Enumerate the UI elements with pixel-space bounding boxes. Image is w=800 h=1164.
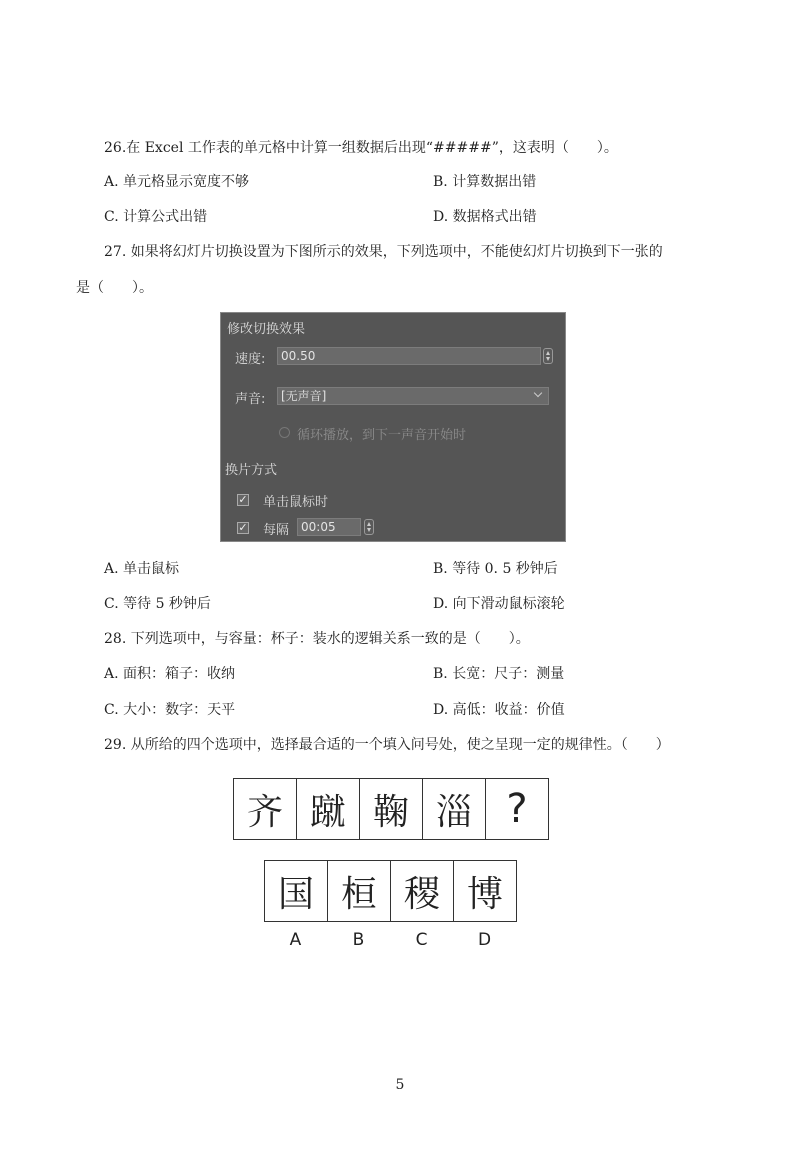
q27-option-b: B. 等待 0. 5 秒钟后 [433, 561, 558, 577]
every-spinner-icon[interactable] [364, 519, 374, 535]
choice-cell-c: 稷 [390, 860, 454, 922]
q27-stem-line1: 27. 如果将幻灯片切换设置为下图所示的效果，下列选项中，不能使幻灯片切换到下一张的 [104, 244, 663, 260]
choice-letter: A [289, 930, 302, 950]
sequence-cell: 齐 [233, 778, 297, 840]
speed-label: 速度: [235, 352, 266, 367]
choice-letters [264, 930, 516, 950]
q28-option-c: C. 大小：数字：天平 [104, 702, 236, 718]
q26-option-b: B. 计算数据出错 [433, 174, 537, 190]
speed-input[interactable]: 00.50 [277, 347, 541, 365]
q28-option-b: B. 长宽：尺子：测量 [433, 666, 565, 682]
choice-letter: B [352, 930, 365, 950]
every-label: 每隔 [263, 523, 290, 538]
speed-spinner-icon[interactable] [543, 348, 553, 364]
loop-label: 循环播放，到下一声音开始时 [297, 428, 467, 443]
on-click-label: 单击鼠标时 [263, 495, 329, 510]
q28-stem: 28. 下列选项中，与容量：杯子：装水的逻辑关系一致的是（ ）。 [104, 631, 530, 647]
advance-heading: 换片方式 [225, 463, 278, 478]
q28-option-d: D. 高低：收益：价值 [433, 702, 565, 718]
choice-letter: D [477, 930, 492, 950]
q26-option-c: C. 计算公式出错 [104, 209, 208, 225]
q27-stem-line2: 是（ ）。 [76, 280, 153, 296]
sound-select[interactable]: [无声音] [277, 387, 549, 405]
question-mark-cell: ? [485, 778, 549, 840]
choice-cell-a: 国 [264, 860, 328, 922]
choice-cell-b: 桓 [327, 860, 391, 922]
loop-radio-icon[interactable] [279, 427, 290, 438]
page-number: 5 [395, 1077, 405, 1093]
sound-label: 声音: [235, 392, 266, 407]
q29-stem: 29. 从所给的四个选项中，选择最合适的一个填入问号处，使之呈现一定的规律性。（ ） [104, 737, 670, 753]
q26-stem: 26.在 Excel 工作表的单元格中计算一组数据后出现“#####”，这表明（ ）。 [104, 140, 618, 156]
q26-option-a: A. 单元格显示宽度不够 [104, 174, 250, 190]
choice-letter: C [415, 930, 428, 950]
q26-option-d: D. 数据格式出错 [433, 209, 537, 225]
on-click-checkbox[interactable]: ✓ [238, 493, 248, 506]
sequence-row [233, 778, 549, 840]
sequence-cell: 淄 [422, 778, 486, 840]
every-time-input[interactable]: 00:05 [297, 518, 361, 536]
q27-option-a: A. 单击鼠标 [104, 561, 180, 577]
choice-cell-d: 博 [453, 860, 517, 922]
transition-settings-panel [220, 312, 566, 542]
choices-row [264, 860, 517, 922]
q28-option-a: A. 面积：箱子：收纳 [104, 666, 236, 682]
every-checkbox[interactable]: ✓ [238, 521, 248, 534]
q27-option-c: C. 等待 5 秒钟后 [104, 596, 211, 612]
sequence-cell: 蹴 [296, 778, 360, 840]
panel-title: 修改切换效果 [227, 322, 306, 337]
q27-option-d: D. 向下滑动鼠标滚轮 [433, 596, 565, 612]
sequence-cell: 鞠 [359, 778, 423, 840]
